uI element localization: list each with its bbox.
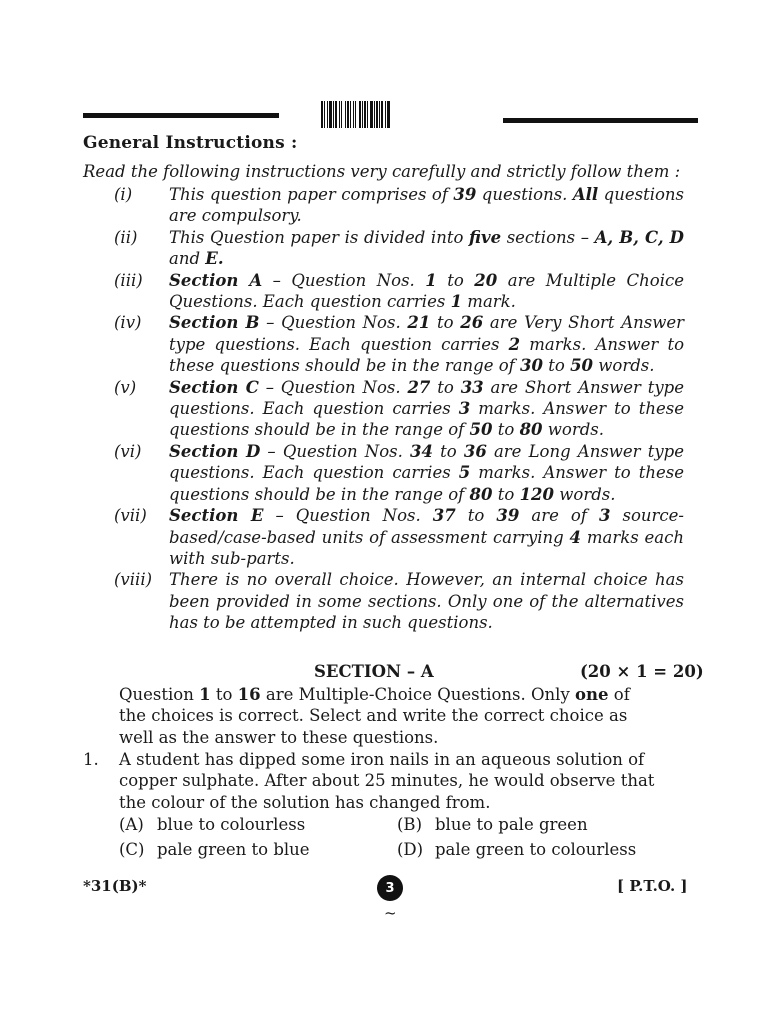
instruction-number: (ii) bbox=[114, 227, 138, 247]
option-c bbox=[119, 840, 310, 859]
instruction-number: (iv) bbox=[114, 313, 142, 333]
instruction-item bbox=[114, 184, 684, 227]
barcode-icon bbox=[321, 101, 448, 128]
section-intro: Question 1 to 16 are Multiple-Choice Questions. Only one of the choices is correct. Select and write the correct choice as well as the answer to these questions. bbox=[119, 685, 630, 747]
option-d bbox=[397, 840, 636, 859]
instruction-number: (v) bbox=[114, 377, 137, 397]
instruction-text: This Question paper is divided into five sections – A, B, C, D and E. bbox=[169, 227, 684, 269]
instruction-text: Section B – Question Nos. 21 to 26 are Very Short Answer type questions. Each question carries 2 marks. Answer to these questions should be in the range of 30 to 50 words. bbox=[169, 313, 685, 376]
tilde-mark: ~ bbox=[384, 904, 397, 922]
header-rule-right bbox=[503, 118, 698, 123]
instruction-number: (iii) bbox=[114, 270, 143, 290]
paper-code: *31(B)* bbox=[83, 877, 147, 895]
instruction-text: Section D – Question Nos. 34 to 36 are Long Answer type questions. Each question carries 5 marks. Answer to these questions should be in the range of 80 to 120 words. bbox=[169, 441, 684, 504]
option-b bbox=[397, 815, 588, 834]
instruction-item bbox=[114, 377, 684, 441]
option-label: (A) bbox=[119, 815, 144, 834]
option-label: (C) bbox=[119, 840, 145, 859]
question-text: A student has dipped some iron nails in an aqueous solution of copper sulphate. After about 25 minutes, he would observe that the colour of the solution has changed from. bbox=[119, 750, 655, 812]
page-number: 3 bbox=[377, 875, 403, 901]
section-title: SECTION – A bbox=[314, 662, 434, 681]
instruction-item bbox=[114, 569, 684, 633]
instruction-text: Section C – Question Nos. 27 to 33 are Short Answer type questions. Each question carries 3 marks. Answer to these questions should be in the range of 50 to 80 words. bbox=[169, 377, 684, 440]
option-label: (B) bbox=[397, 815, 422, 834]
instruction-item bbox=[114, 505, 684, 569]
instruction-item bbox=[114, 312, 684, 376]
general-instructions-title: General Instructions : bbox=[83, 133, 298, 153]
section-marks: (20 × 1 = 20) bbox=[580, 662, 704, 681]
instruction-number: (viii) bbox=[114, 570, 153, 590]
option-text: blue to colourless bbox=[157, 815, 306, 834]
instruction-number: (vii) bbox=[114, 506, 147, 526]
option-text: blue to pale green bbox=[435, 815, 588, 834]
option-label: (D) bbox=[397, 840, 424, 859]
header-rule-left bbox=[83, 113, 279, 118]
instructions-list bbox=[114, 184, 684, 634]
instruction-text: Section E – Question Nos. 37 to 39 are of 3 source-based/case-based units of assessment carrying 4 marks each with sub-parts. bbox=[169, 506, 684, 568]
option-text: pale green to colourless bbox=[435, 840, 637, 859]
instruction-item bbox=[114, 441, 684, 505]
instruction-item bbox=[114, 227, 684, 270]
instruction-item bbox=[114, 270, 684, 313]
instruction-number: (vi) bbox=[114, 441, 142, 461]
instruction-text: Section A – Question Nos. 1 to 20 are Multiple Choice Questions. Each question carries 1 mark. bbox=[169, 270, 684, 312]
instruction-number: (i) bbox=[114, 185, 133, 204]
instructions-intro: Read the following instructions very carefully and strictly follow them : bbox=[83, 162, 681, 181]
instruction-text: This question paper comprises of 39 questions. All questions are compulsory. bbox=[169, 185, 685, 226]
question-1 bbox=[83, 749, 663, 813]
option-a bbox=[119, 815, 305, 834]
pto-label: [ P.T.O. ] bbox=[617, 877, 688, 895]
instruction-text: There is no overall choice. However, an internal choice has been provided in some sections. Only one of the alternatives has to be attempted in such questions. bbox=[169, 570, 684, 633]
question-number: 1. bbox=[83, 750, 99, 769]
option-text: pale green to blue bbox=[157, 840, 310, 859]
